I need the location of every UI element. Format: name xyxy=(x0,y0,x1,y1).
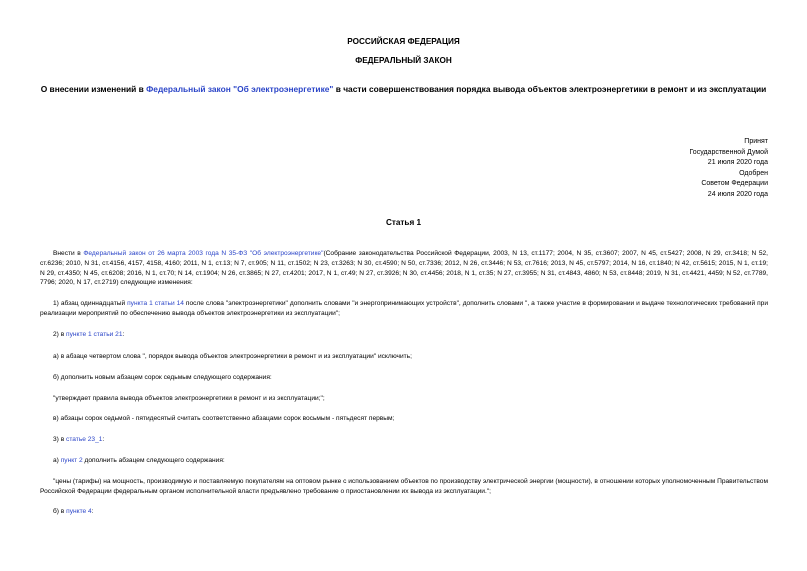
accepted-body: Государственной Думой xyxy=(689,148,768,156)
item1-link[interactable]: пункта 1 статьи 14 xyxy=(127,300,184,307)
law-title xyxy=(40,84,767,95)
item2-suffix: : xyxy=(122,331,125,338)
article-heading: Статья 1 xyxy=(385,218,422,227)
item1-text: после слова "электроэнергетики" дополнить словами "и энергопринимающих устройств", дополнить словами ", а также участие в формировании и выдаче технологических требований при реализации мероприятий по обеспечению вывода объектов электроэнергетики из эксплуатации"; xyxy=(40,300,769,317)
paragraph-item-2c: в) абзацы сорок седьмой - пятидесятый считать соответственно абзацами сорок восьмым - пятьдесят первым; xyxy=(53,415,395,422)
approved-body: Советом Федерации xyxy=(701,180,768,188)
item3b-suffix: : xyxy=(91,508,94,515)
paragraph-item-3b xyxy=(53,507,94,517)
paragraph-item-3a xyxy=(53,456,225,466)
item3b-prefix: б) в xyxy=(53,508,67,515)
item3a-link[interactable]: пункт 2 xyxy=(60,457,83,464)
item2-prefix: 2) в xyxy=(53,331,67,338)
paragraph-quote-2: "цены (тарифы) на мощность, производимую и поставляемую покупателям на оптовом рынке с использованием объектов по производству электрической энергии (мощности), в отношении которых уполномоченным Правительством Российской Федерации федеральным органом исполнительной власти предъявлено требование о приостановлении их вывода из эксплуатации."; xyxy=(40,478,768,495)
approved-date: 24 июля 2020 года xyxy=(707,190,768,198)
approved-label: Одобрен xyxy=(739,169,768,177)
paragraph-item-2a: а) в абзаце четвертом слова ", порядок вывода объектов электроэнергетики в ремонт и из эксплуатации" исключить; xyxy=(53,353,412,360)
paragraph-item-2b: б) дополнить новым абзацем сорок седьмым следующего содержания: xyxy=(53,374,272,381)
item3-link[interactable]: статье 23_1 xyxy=(66,436,103,443)
intro-prefix: Внести в xyxy=(53,250,84,257)
paragraph-quote-1: "утверждает правила вывода объектов электроэнергетики в ремонт и из эксплуатации;"; xyxy=(53,395,325,402)
item3a-prefix: а) xyxy=(53,457,61,464)
title-suffix: в части совершенствования порядка вывода объектов электроэнергетики в ремонт и из эксплуатации xyxy=(333,84,767,94)
intro-law-link[interactable]: Федеральный закон от 26 марта 2003 года N 35-ФЗ "Об электроэнергетике" xyxy=(83,250,324,257)
paragraph-item-1 xyxy=(40,299,768,319)
accepted-date: 21 июля 2020 года xyxy=(707,159,768,167)
country-heading: РОССИЙСКАЯ ФЕДЕРАЦИЯ xyxy=(347,37,460,46)
law-type-heading: ФЕДЕРАЛЬНЫЙ ЗАКОН xyxy=(355,56,452,65)
title-prefix: О внесении изменений в xyxy=(40,84,147,94)
paragraph-item-2 xyxy=(53,330,124,340)
item3-prefix: 3) в xyxy=(53,436,67,443)
intro-text: (Собрание законодательства Российской Федерации, 2003, N 13, ст.1177; 2004, N 35, ст.3607; 2007, N 45, ст.5427; 2008, N 29, ст.3418; N 52, ст.6236; 2010, N 31, ст.4156, 4157, 4158, 4160; 2011, N 1, ст.13; N 7, ст.905; N 11, ст.1502; N 23, ст.3263; N 30, ст.4590; N 50, ст.7336; 2012, N 26, ст.3446; N 53, ст.7616; 2013, N 45, ст.5797; 2014, N 16, ст.1840; N 42, ст.5615; 2015, N 1, ст.19; N 29, ст.4350; N 45, ст.6208; 2016, N 1, ст.70; N 14, ст.1904; N 26, ст.3865; N 27, ст.4201; 2017, N 1, ст.49; N 27, ст.3926; N 30, ст.4456; 2018, N 1, ст.35; N 27, ст.3955; N 31, ст.4843, 4860; N 53, ст.8448; 2019, N 31, ст.4421, 4459; N 52, ст.7789, 7796; 2020, N 17, ст.2719) следующие изменения: xyxy=(40,250,769,287)
item3a-suffix: дополнить абзацем следующего содержания: xyxy=(82,457,225,464)
item3b-link[interactable]: пункте 4 xyxy=(66,508,92,515)
acceptance-block xyxy=(689,137,768,201)
item3-suffix: : xyxy=(102,436,105,443)
title-law-link[interactable]: Федеральный закон "Об электроэнергетике" xyxy=(146,84,334,94)
item2-link[interactable]: пункте 1 статьи 21 xyxy=(66,331,123,338)
paragraph-item-3 xyxy=(53,435,104,445)
item1-prefix: 1) абзац одиннадцатый xyxy=(53,300,128,307)
paragraph-intro xyxy=(40,249,768,288)
accepted-label: Принят xyxy=(744,138,768,145)
